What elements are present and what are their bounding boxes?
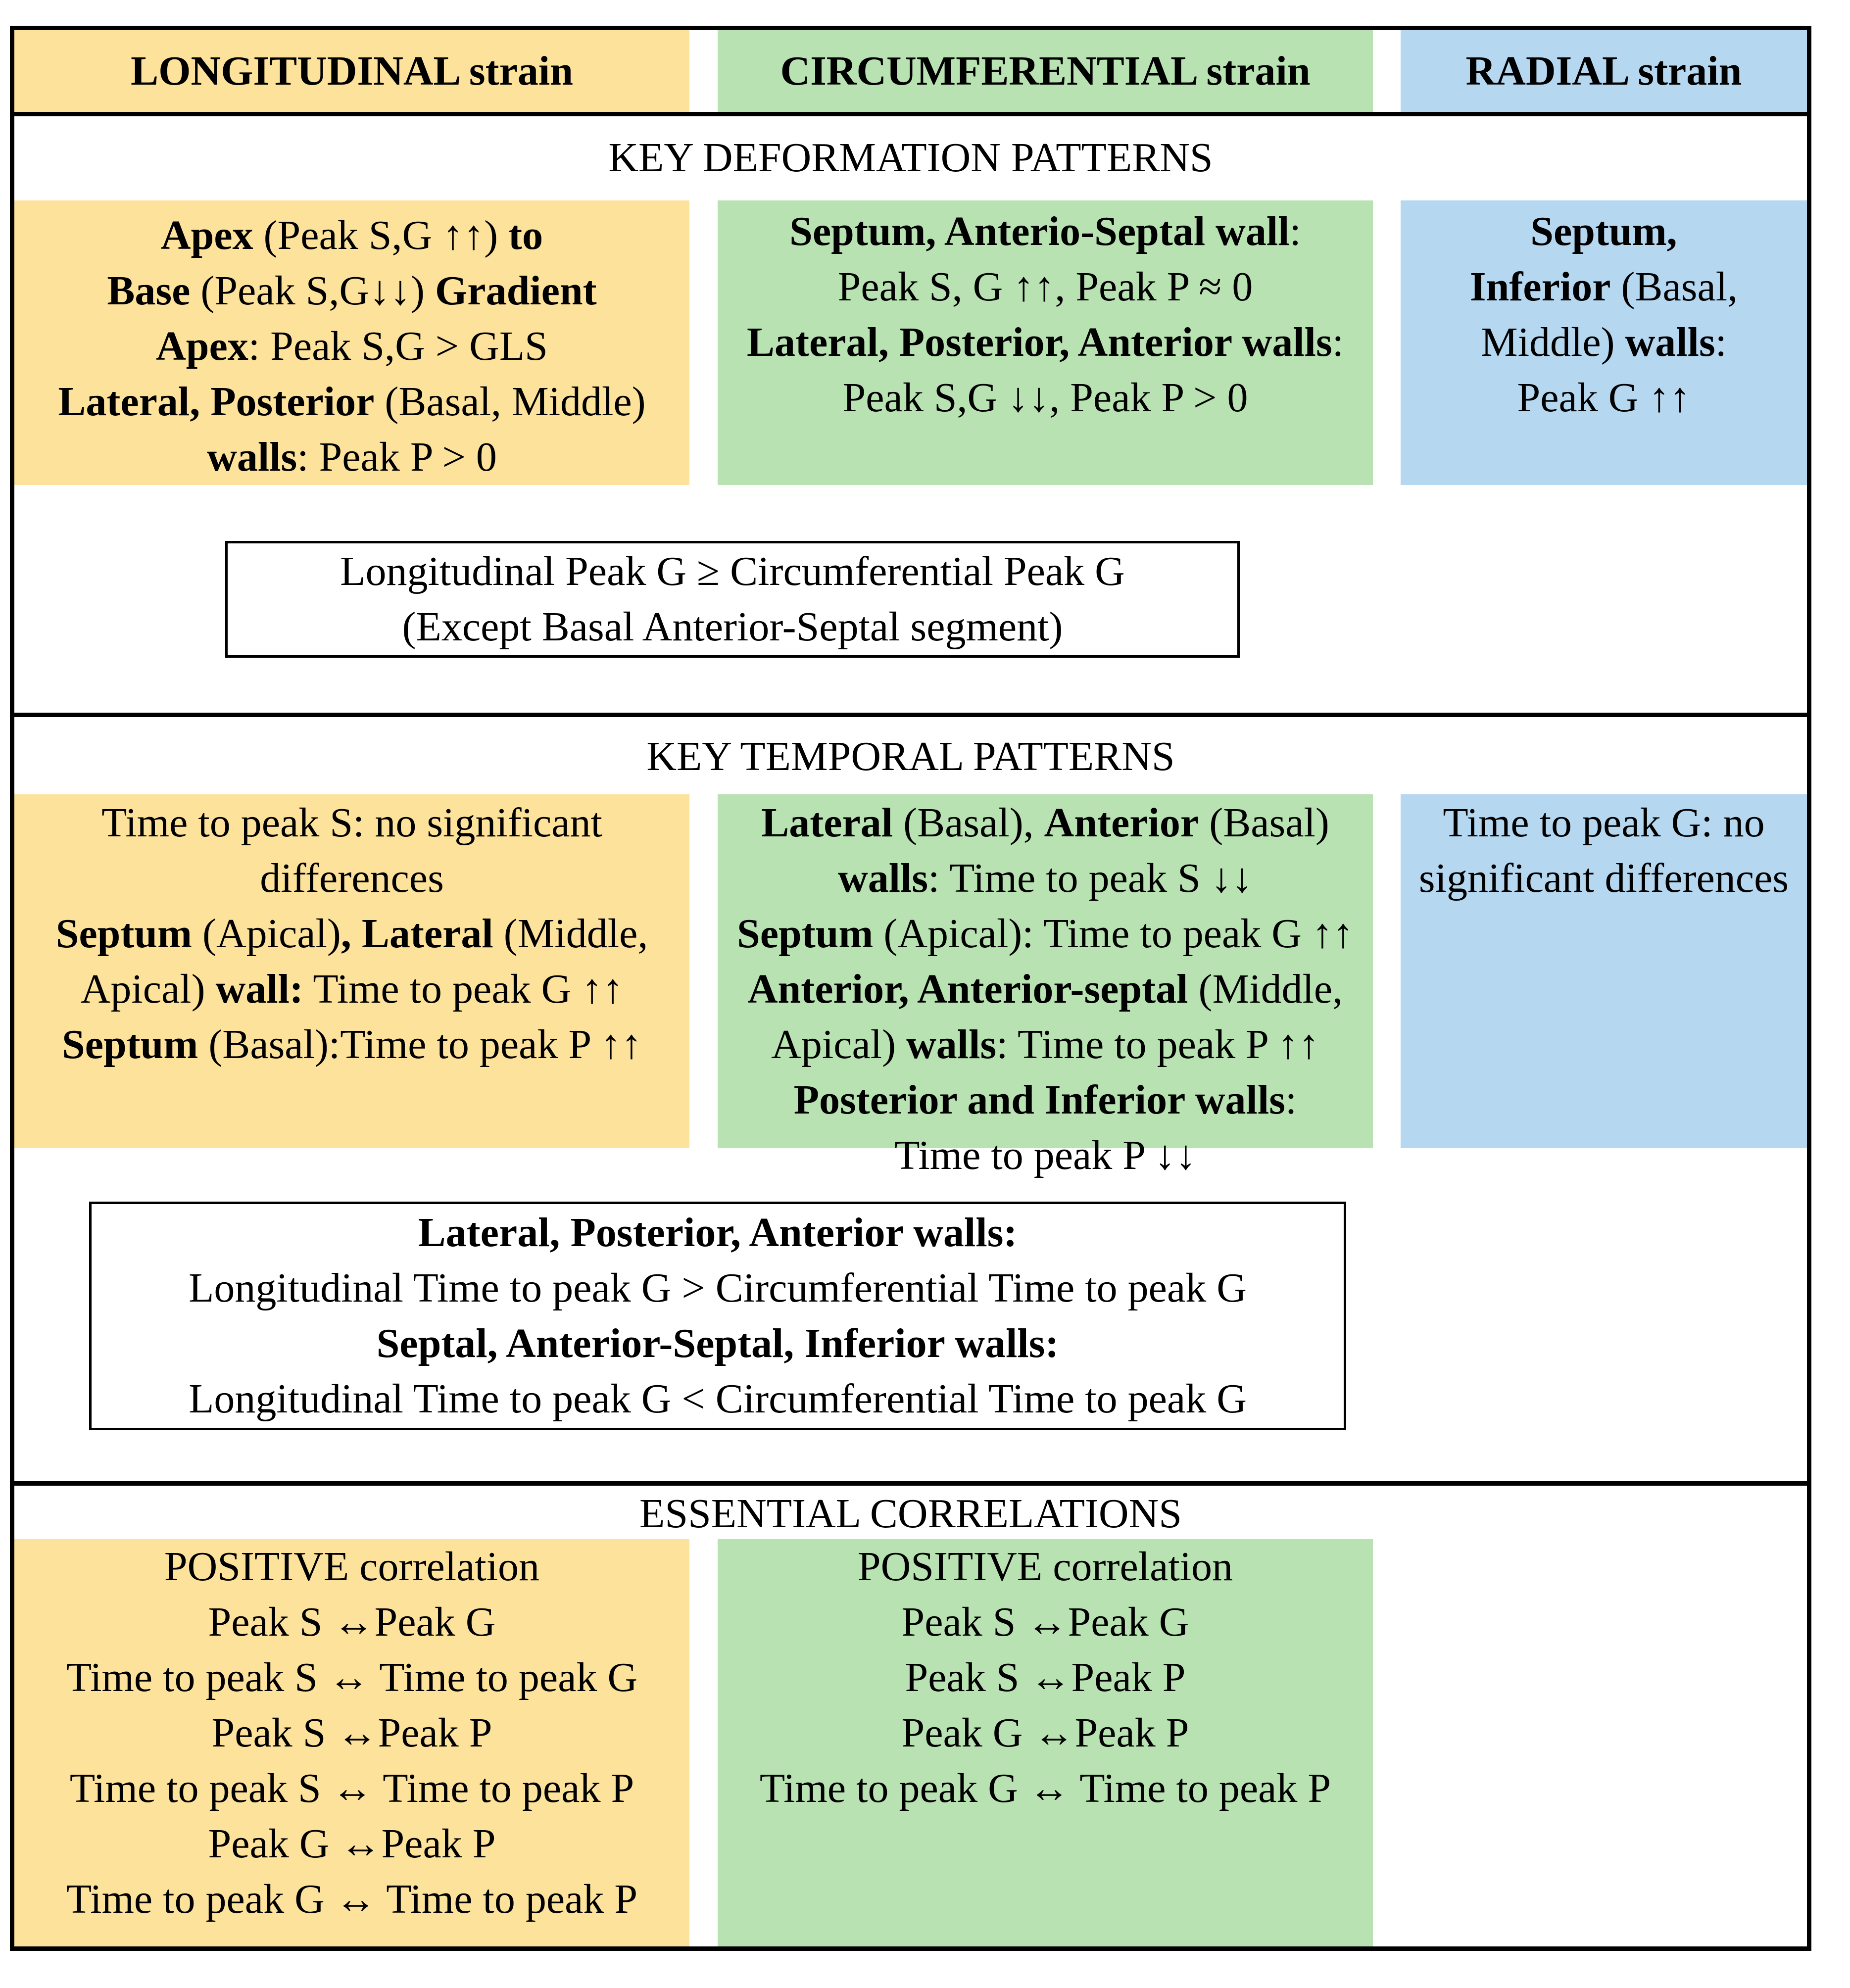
bold-text: Lateral <box>761 800 893 846</box>
text-line <box>156 319 548 374</box>
deformation-circumferential-cell <box>718 200 1373 485</box>
text-line <box>1481 315 1727 370</box>
text-line <box>748 962 1343 1017</box>
regular-text: (Basal), <box>893 800 1044 846</box>
bold-text: walls <box>906 1021 997 1067</box>
regular-text: (Basal, Middle) <box>374 379 646 425</box>
bold-text: walls <box>838 855 928 901</box>
bold-text: to <box>508 212 543 258</box>
text-line: Time to peak G: no <box>1443 800 1765 846</box>
text-line: POSITIVE correlation <box>164 1544 540 1590</box>
regular-text: Apical) <box>771 1021 907 1067</box>
regular-text: : <box>1289 208 1301 254</box>
section-divider-temporal <box>10 713 1811 717</box>
text-line: Peak S ↔Peak P <box>211 1710 492 1756</box>
regular-text: : Peak S,G > GLS <box>248 323 548 369</box>
deformation-radial-cell <box>1401 200 1807 485</box>
text-line: Time to peak G ↔ Time to peak P <box>759 1765 1331 1811</box>
header-radial: RADIAL strain <box>1401 30 1807 112</box>
text-line: significant differences <box>1418 855 1789 901</box>
bold-text: Lateral, Posterior, Anterior walls <box>746 319 1332 365</box>
text-line <box>260 851 444 906</box>
text-line <box>58 374 645 430</box>
regular-text: (Peak S,G↓↓) <box>190 268 435 314</box>
regular-text: Peak S,G ↓↓, Peak P > 0 <box>842 375 1248 421</box>
bold-text: walls <box>207 434 297 480</box>
note-line: Longitudinal Time to peak G < Circumferential Time to peak G <box>189 1376 1247 1422</box>
regular-text: Peak G ↑↑ <box>1517 375 1691 421</box>
text-line: Longitudinal Peak G ≥ Circumferential Peak G <box>340 548 1125 594</box>
text-line <box>81 962 624 1017</box>
temporal-longitudinal-cell <box>14 794 689 1148</box>
header-circumferential: CIRCUMFERENTIAL strain <box>718 30 1373 112</box>
bold-text: Posterior and Inferior walls <box>793 1077 1285 1123</box>
bold-text: Apex <box>156 323 248 369</box>
section-title-temporal: KEY TEMPORAL PATTERNS <box>646 733 1175 779</box>
temporal-radial-cell <box>1401 794 1807 1148</box>
text-line <box>107 263 596 319</box>
regular-text: : <box>1285 1077 1297 1123</box>
bold-text: Anterior <box>1044 800 1199 846</box>
regular-text: Middle) <box>1481 319 1625 365</box>
text-line: Peak G ↔Peak P <box>208 1821 496 1867</box>
regular-text: Time to peak P ↓↓ <box>894 1132 1196 1178</box>
text-line <box>207 430 497 485</box>
text-line <box>771 1017 1319 1072</box>
text-line: POSITIVE correlation <box>857 1544 1233 1590</box>
bold-text: , Lateral <box>341 911 493 957</box>
bold-text: Septum, Anterio-Septal wall <box>789 208 1290 254</box>
text-line <box>1517 370 1691 426</box>
regular-text: (Apical): Time to peak G ↑↑ <box>873 911 1354 957</box>
regular-text: (Middle, <box>1188 966 1343 1012</box>
regular-text: (Basal, <box>1610 264 1738 310</box>
text-line <box>894 1128 1196 1183</box>
text-line: Peak G ↔Peak P <box>901 1710 1189 1756</box>
section-divider-correlations <box>10 1481 1811 1486</box>
header-divider <box>10 112 1811 116</box>
temporal-comparison-note <box>89 1202 1346 1430</box>
temporal-circumferential-cell <box>718 794 1373 1178</box>
text-line <box>56 906 648 962</box>
text-line <box>761 795 1329 851</box>
regular-text: (Middle, <box>493 911 648 957</box>
text-line <box>62 1017 642 1072</box>
text-line <box>789 204 1301 259</box>
text-line: Peak S ↔Peak G <box>901 1599 1189 1645</box>
regular-text: Peak S, G ↑↑, Peak P ≈ 0 <box>837 264 1253 310</box>
regular-text: Time to peak S: no significant <box>101 800 602 846</box>
text-line <box>101 795 602 851</box>
bold-text: Anterior, Anterior-septal <box>747 966 1188 1012</box>
text-line: (Except Basal Anterior-Septal segment) <box>402 604 1063 650</box>
regular-text: (Peak S,G ↑↑) <box>253 212 509 258</box>
note-heading: Lateral, Posterior, Anterior walls: <box>418 1210 1018 1256</box>
regular-text: : <box>1332 319 1344 365</box>
bold-text: Inferior <box>1469 264 1611 310</box>
bold-text: Gradient <box>435 268 597 314</box>
correlations-longitudinal-cell <box>14 1539 689 1946</box>
text-line <box>838 851 1253 906</box>
bold-text: Septum <box>737 911 874 957</box>
regular-text: (Apical) <box>192 911 341 957</box>
deformation-comparison-note <box>225 541 1240 658</box>
bold-text: Septum <box>61 1021 198 1067</box>
regular-text: : Time to peak P ↑↑ <box>996 1021 1319 1067</box>
bold-text: Septum, <box>1530 208 1677 254</box>
note-line: Longitudinal Time to peak G > Circumferential Time to peak G <box>189 1265 1247 1311</box>
note-heading: Septal, Anterior-Septal, Inferior walls: <box>376 1320 1059 1366</box>
text-line: Time to peak S ↔ Time to peak G <box>66 1654 638 1700</box>
text-line: Time to peak G ↔ Time to peak P <box>66 1876 638 1922</box>
text-line <box>737 906 1354 962</box>
text-line <box>747 315 1344 370</box>
regular-text: : Time to peak S ↓↓ <box>928 855 1253 901</box>
regular-text: (Basal) <box>1199 800 1329 846</box>
section-title-correlations: ESSENTIAL CORRELATIONS <box>639 1491 1182 1537</box>
bold-text: walls <box>1625 319 1715 365</box>
bold-text: Lateral, Posterior <box>58 379 375 425</box>
text-line <box>1530 204 1677 259</box>
regular-text: Apical) <box>80 966 216 1012</box>
text-line: Time to peak S ↔ Time to peak P <box>69 1765 634 1811</box>
section-title-deformation: KEY DEFORMATION PATTERNS <box>608 135 1213 181</box>
bold-text: wall: <box>215 966 303 1012</box>
regular-text: differences <box>260 855 444 901</box>
bold-text: Apex <box>160 212 253 258</box>
regular-text: Time to peak G ↑↑ <box>303 966 624 1012</box>
text-line: Peak S ↔Peak P <box>905 1654 1186 1700</box>
regular-text: (Basal):Time to peak P ↑↑ <box>198 1021 642 1067</box>
bold-text: Septum <box>55 911 192 957</box>
text-line: Peak S ↔Peak G <box>208 1599 496 1645</box>
correlations-circumferential-cell <box>718 1539 1373 1946</box>
bold-text: Base <box>107 268 191 314</box>
text-line <box>161 208 543 263</box>
regular-text: : Peak P > 0 <box>297 434 497 480</box>
text-line <box>794 1072 1297 1128</box>
text-line <box>1470 259 1738 315</box>
text-line <box>838 259 1253 315</box>
text-line <box>843 370 1248 426</box>
deformation-longitudinal-cell <box>14 200 689 485</box>
header-longitudinal: LONGITUDINAL strain <box>14 30 689 112</box>
regular-text: : <box>1715 319 1727 365</box>
